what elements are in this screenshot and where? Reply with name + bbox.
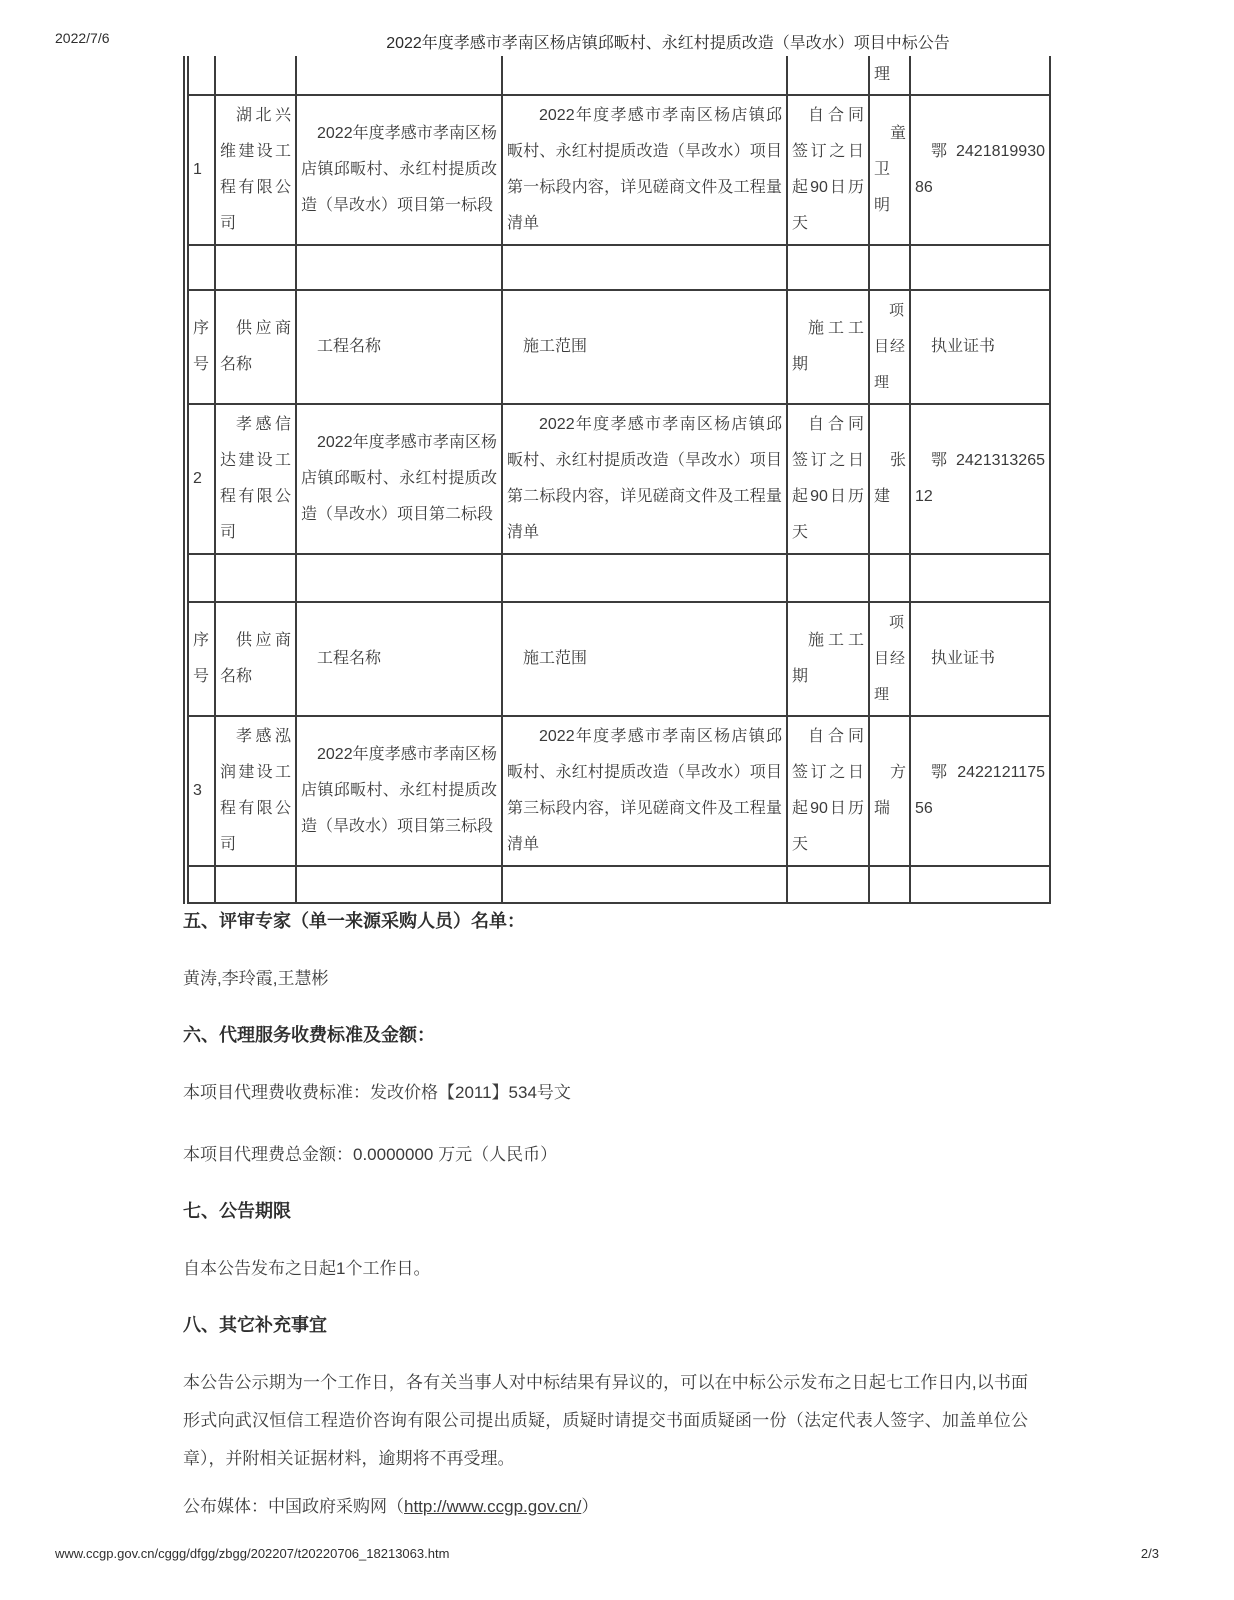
cell-project: 2022年度孝感市孝南区杨店镇邱畈村、永红村提质改造（旱改水）项目第一标段 (296, 95, 502, 245)
cell-certificate: 鄂 242131326512 (910, 404, 1050, 554)
cell-manager: 方瑞 (869, 716, 910, 866)
section-heading-supplementary: 八、其它补充事宜 (183, 1315, 327, 1335)
agency-fee-standard: 本项目代理费收费标准：发改价格【2011】534号文 (183, 1083, 571, 1102)
cell-manager: 张建 (869, 404, 910, 554)
header-project: 工程名称 (296, 602, 502, 716)
experts-list: 黄涛,李玲霞,王慧彬 (183, 969, 329, 988)
announcement-sections (183, 884, 1028, 1526)
header-manager: 项目经理 (869, 602, 910, 716)
cell-scope: 2022年度孝感市孝南区杨店镇邱畈村、永红村提质改造（旱改水）项目第二标段内容，详见磋商文件及工程量清单 (502, 404, 787, 554)
table-row (188, 716, 1050, 866)
header-manager: 项目经理 (869, 290, 910, 404)
header-scope: 施工范围 (502, 602, 787, 716)
carryover-cell-empty (502, 56, 787, 95)
header-supplier: 供应商名称 (215, 602, 296, 716)
cell-no: 3 (188, 716, 215, 866)
table-header-row (188, 602, 1050, 716)
header-supplier: 供应商名称 (215, 290, 296, 404)
publish-media-suffix: ） (581, 1497, 599, 1516)
cell-scope: 2022年度孝感市孝南区杨店镇邱畈村、永红村提质改造（旱改水）项目第一标段内容，详见磋商文件及工程量清单 (502, 95, 787, 245)
section-heading-announcement-period: 七、公告期限 (183, 1201, 291, 1221)
header-scope: 施工范围 (502, 290, 787, 404)
cell-project: 2022年度孝感市孝南区杨店镇邱畈村、永红村提质改造（旱改水）项目第二标段 (296, 404, 502, 554)
cell-duration: 自合同签订之日起90日历天 (787, 716, 869, 866)
cell-supplier: 孝感泓润建设工程有限公司 (215, 716, 296, 866)
announcement-period-text: 自本公告发布之日起1个工作日。 (183, 1259, 431, 1278)
publish-media-line (183, 1488, 1028, 1526)
table-row-spacer (188, 245, 1050, 290)
carryover-manager-cell: 理 (869, 56, 910, 95)
table-row-carryover (188, 56, 1050, 95)
carryover-cell-empty (296, 56, 502, 95)
cell-duration: 自合同签订之日起90日历天 (787, 95, 869, 245)
carryover-cell-empty (787, 56, 869, 95)
table-row (188, 95, 1050, 245)
cell-supplier: 湖北兴维建设工程有限公司 (215, 95, 296, 245)
cell-scope: 2022年度孝感市孝南区杨店镇邱畈村、永红村提质改造（旱改水）项目第三标段内容，详见磋商文件及工程量清单 (502, 716, 787, 866)
print-date: 2022/7/6 (55, 30, 110, 46)
header-certificate: 执业证书 (910, 602, 1050, 716)
header-certificate: 执业证书 (910, 290, 1050, 404)
carryover-cell-empty (910, 56, 1050, 95)
cell-certificate: 鄂 242181993086 (910, 95, 1050, 245)
cell-no: 1 (188, 95, 215, 245)
header-no: 序号 (188, 602, 215, 716)
header-project: 工程名称 (296, 290, 502, 404)
supplementary-text: 本公告公示期为一个工作日，各有关当事人对中标结果有异议的，可以在中标公示发布之日起七工作日内,以书面形式向武汉恒信工程造价咨询有限公司提出质疑，质疑时请提交书面质疑函一份（法定代表人签字、加盖单位公章），并附相关证据材料，逾期将不再受理。 (183, 1373, 1028, 1468)
table-header-row (188, 290, 1050, 404)
carryover-cell-empty (215, 56, 296, 95)
publish-media-prefix: 公布媒体：中国政府采购网（ (183, 1497, 404, 1516)
header-duration: 施工工期 (787, 602, 869, 716)
cell-project: 2022年度孝感市孝南区杨店镇邱畈村、永红村提质改造（旱改水）项目第三标段 (296, 716, 502, 866)
footer-source-url: www.ccgp.gov.cn/cggg/dfgg/zbgg/202207/t20220706_18213063.htm (55, 1546, 450, 1561)
cell-certificate: 鄂 242212117556 (910, 716, 1050, 866)
carryover-cell-empty (188, 56, 215, 95)
table-row-spacer (188, 554, 1050, 602)
cell-no: 2 (188, 404, 215, 554)
cell-supplier: 孝感信达建设工程有限公司 (215, 404, 296, 554)
table-row (188, 404, 1050, 554)
footer-page-number: 2/3 (1140, 1546, 1159, 1561)
bid-results-table (183, 56, 1051, 904)
page-title: 2022年度孝感市孝南区杨店镇邱畈村、永红村提质改造（旱改水）项目中标公告 (386, 35, 950, 52)
agency-fee-total: 本项目代理费总金额：0.0000000 万元（人民币） (183, 1145, 558, 1164)
header-duration: 施工工期 (787, 290, 869, 404)
cell-manager: 童卫明 (869, 95, 910, 245)
section-heading-experts: 五、评审专家（单一来源采购人员）名单： (183, 911, 525, 931)
header-no: 序号 (188, 290, 215, 404)
cell-duration: 自合同签订之日起90日历天 (787, 404, 869, 554)
ccgp-link[interactable]: http://www.ccgp.gov.cn/ (404, 1497, 582, 1516)
section-heading-agency-fee: 六、代理服务收费标准及金额： (183, 1025, 435, 1045)
